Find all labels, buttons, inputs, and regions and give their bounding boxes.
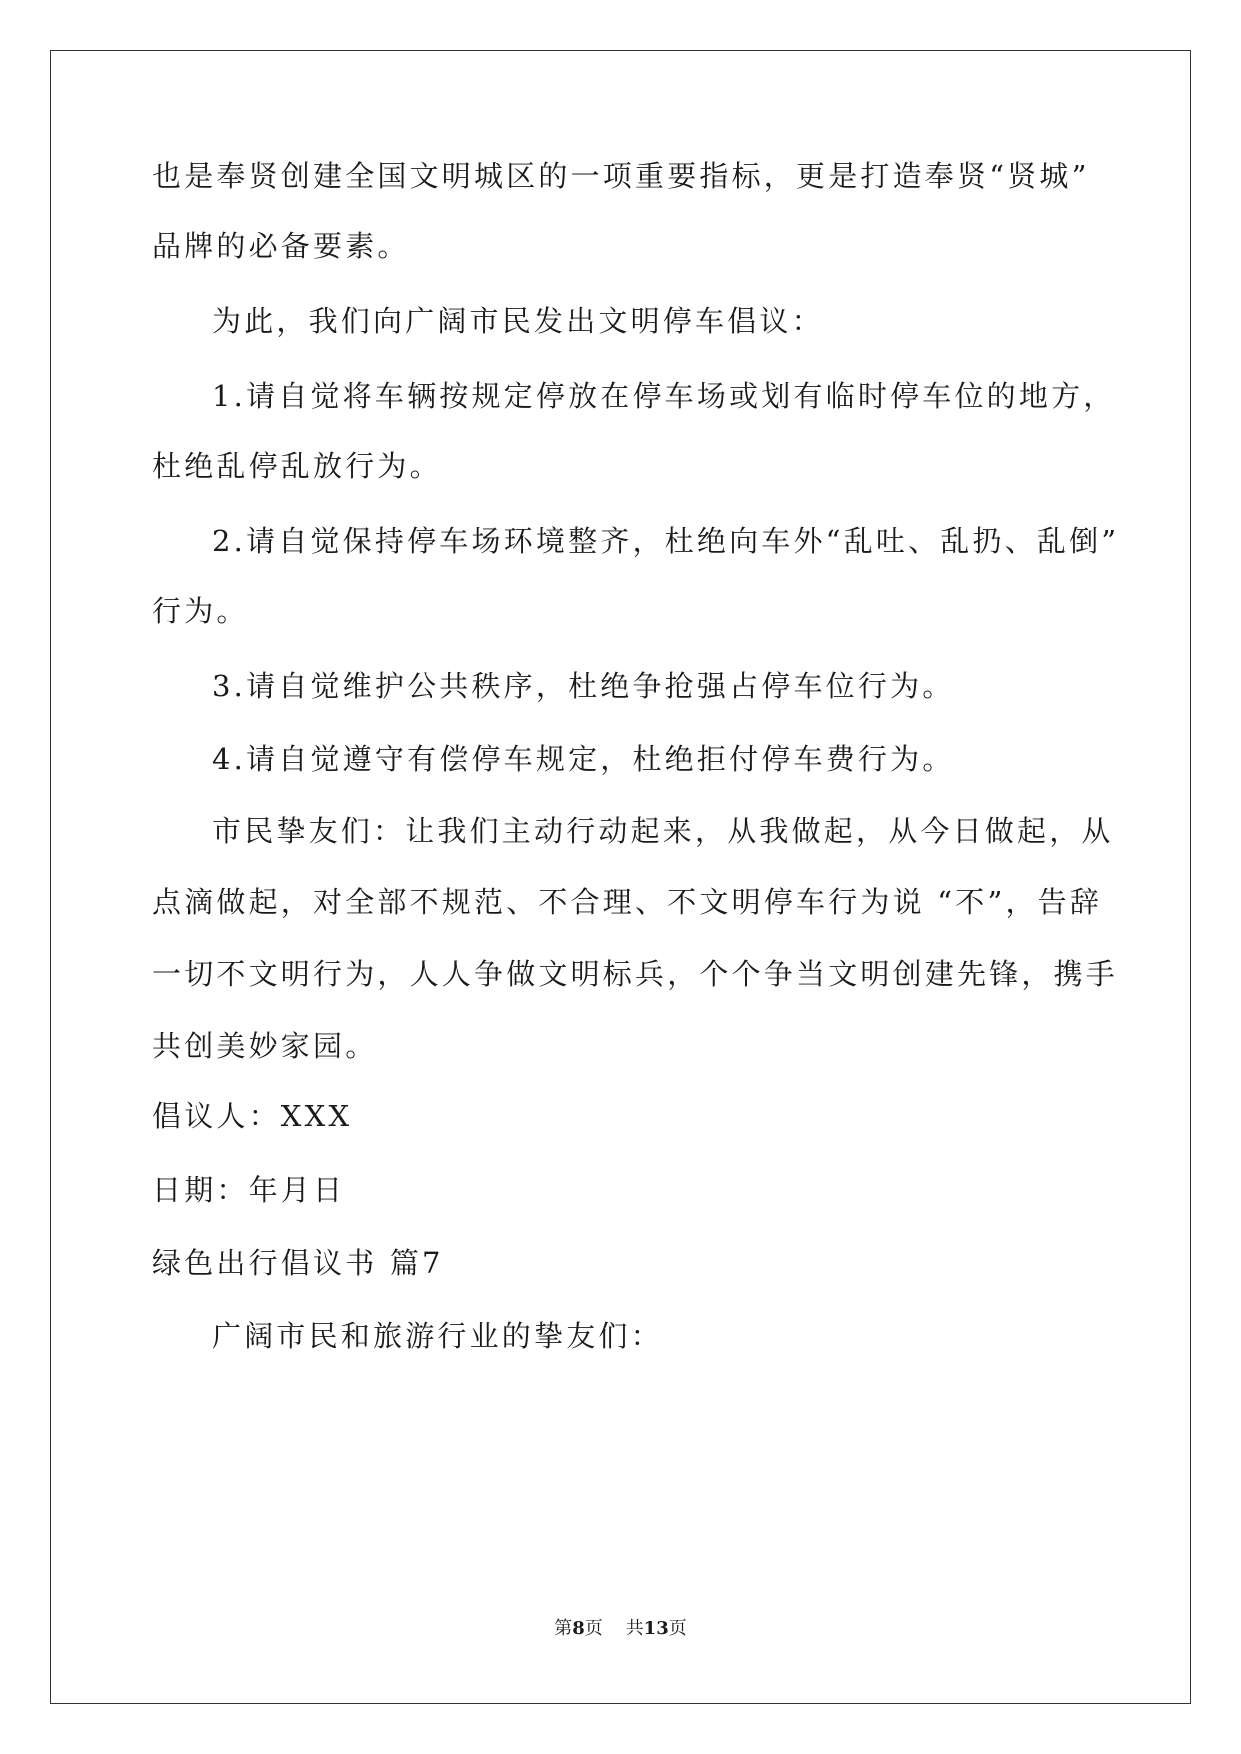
paragraph-line: 2.请自觉保持停车场环境整齐，杜绝向车外“乱吐、乱扔、乱倒” [212,524,1120,558]
page-prefix: 第 [554,1618,573,1639]
paragraph-line: 也是奉贤创建全国文明城区的一项重要指标，更是打造奉贤“贤城” [152,159,1090,193]
page-footer [0,1617,1241,1641]
paragraph-line: 行为。 [152,594,249,628]
paragraph-line: 杜绝乱停乱放行为。 [152,449,442,483]
paragraph-line: 点滴做起，对全部不规范、不合理、不文明停车行为说 “不”，告辞 [152,885,1103,919]
page-suffix: 页 [584,1618,603,1639]
salutation-line: 广阔市民和旅游行业的挚友们： [212,1319,663,1353]
paragraph-line: 市民挚友们：让我们主动行动起来，从我做起，从今日做起，从 [212,814,1114,848]
signature-line: 倡议人：XXX [152,1099,353,1133]
paragraph-line: 品牌的必备要素。 [152,229,410,263]
paragraph-line: 3.请自觉维护公共秩序，杜绝争抢强占停车位行为。 [212,669,955,703]
section-heading: 绿色出行倡议书 篇7 [152,1246,444,1280]
page-border [50,50,1191,1704]
paragraph-line: 为此，我们向广阔市民发出文明停车倡议： [212,304,824,338]
total-prefix: 共 [625,1618,644,1639]
page-total: 13 [643,1618,669,1639]
paragraph-line: 共创美妙家园。 [152,1029,378,1063]
paragraph-line: 4.请自觉遵守有偿停车规定，杜绝拒付停车费行为。 [212,742,955,776]
paragraph-line: 1.请自觉将车辆按规定停放在停车场或划有临时停车位的地方， [212,379,1116,413]
paragraph-line: 一切不文明行为，人人争做文明标兵，个个争当文明创建先锋，携手 [152,957,1119,991]
page-number: 8 [572,1618,585,1639]
date-line: 日期：年月日 [152,1173,346,1207]
total-suffix: 页 [668,1618,687,1639]
